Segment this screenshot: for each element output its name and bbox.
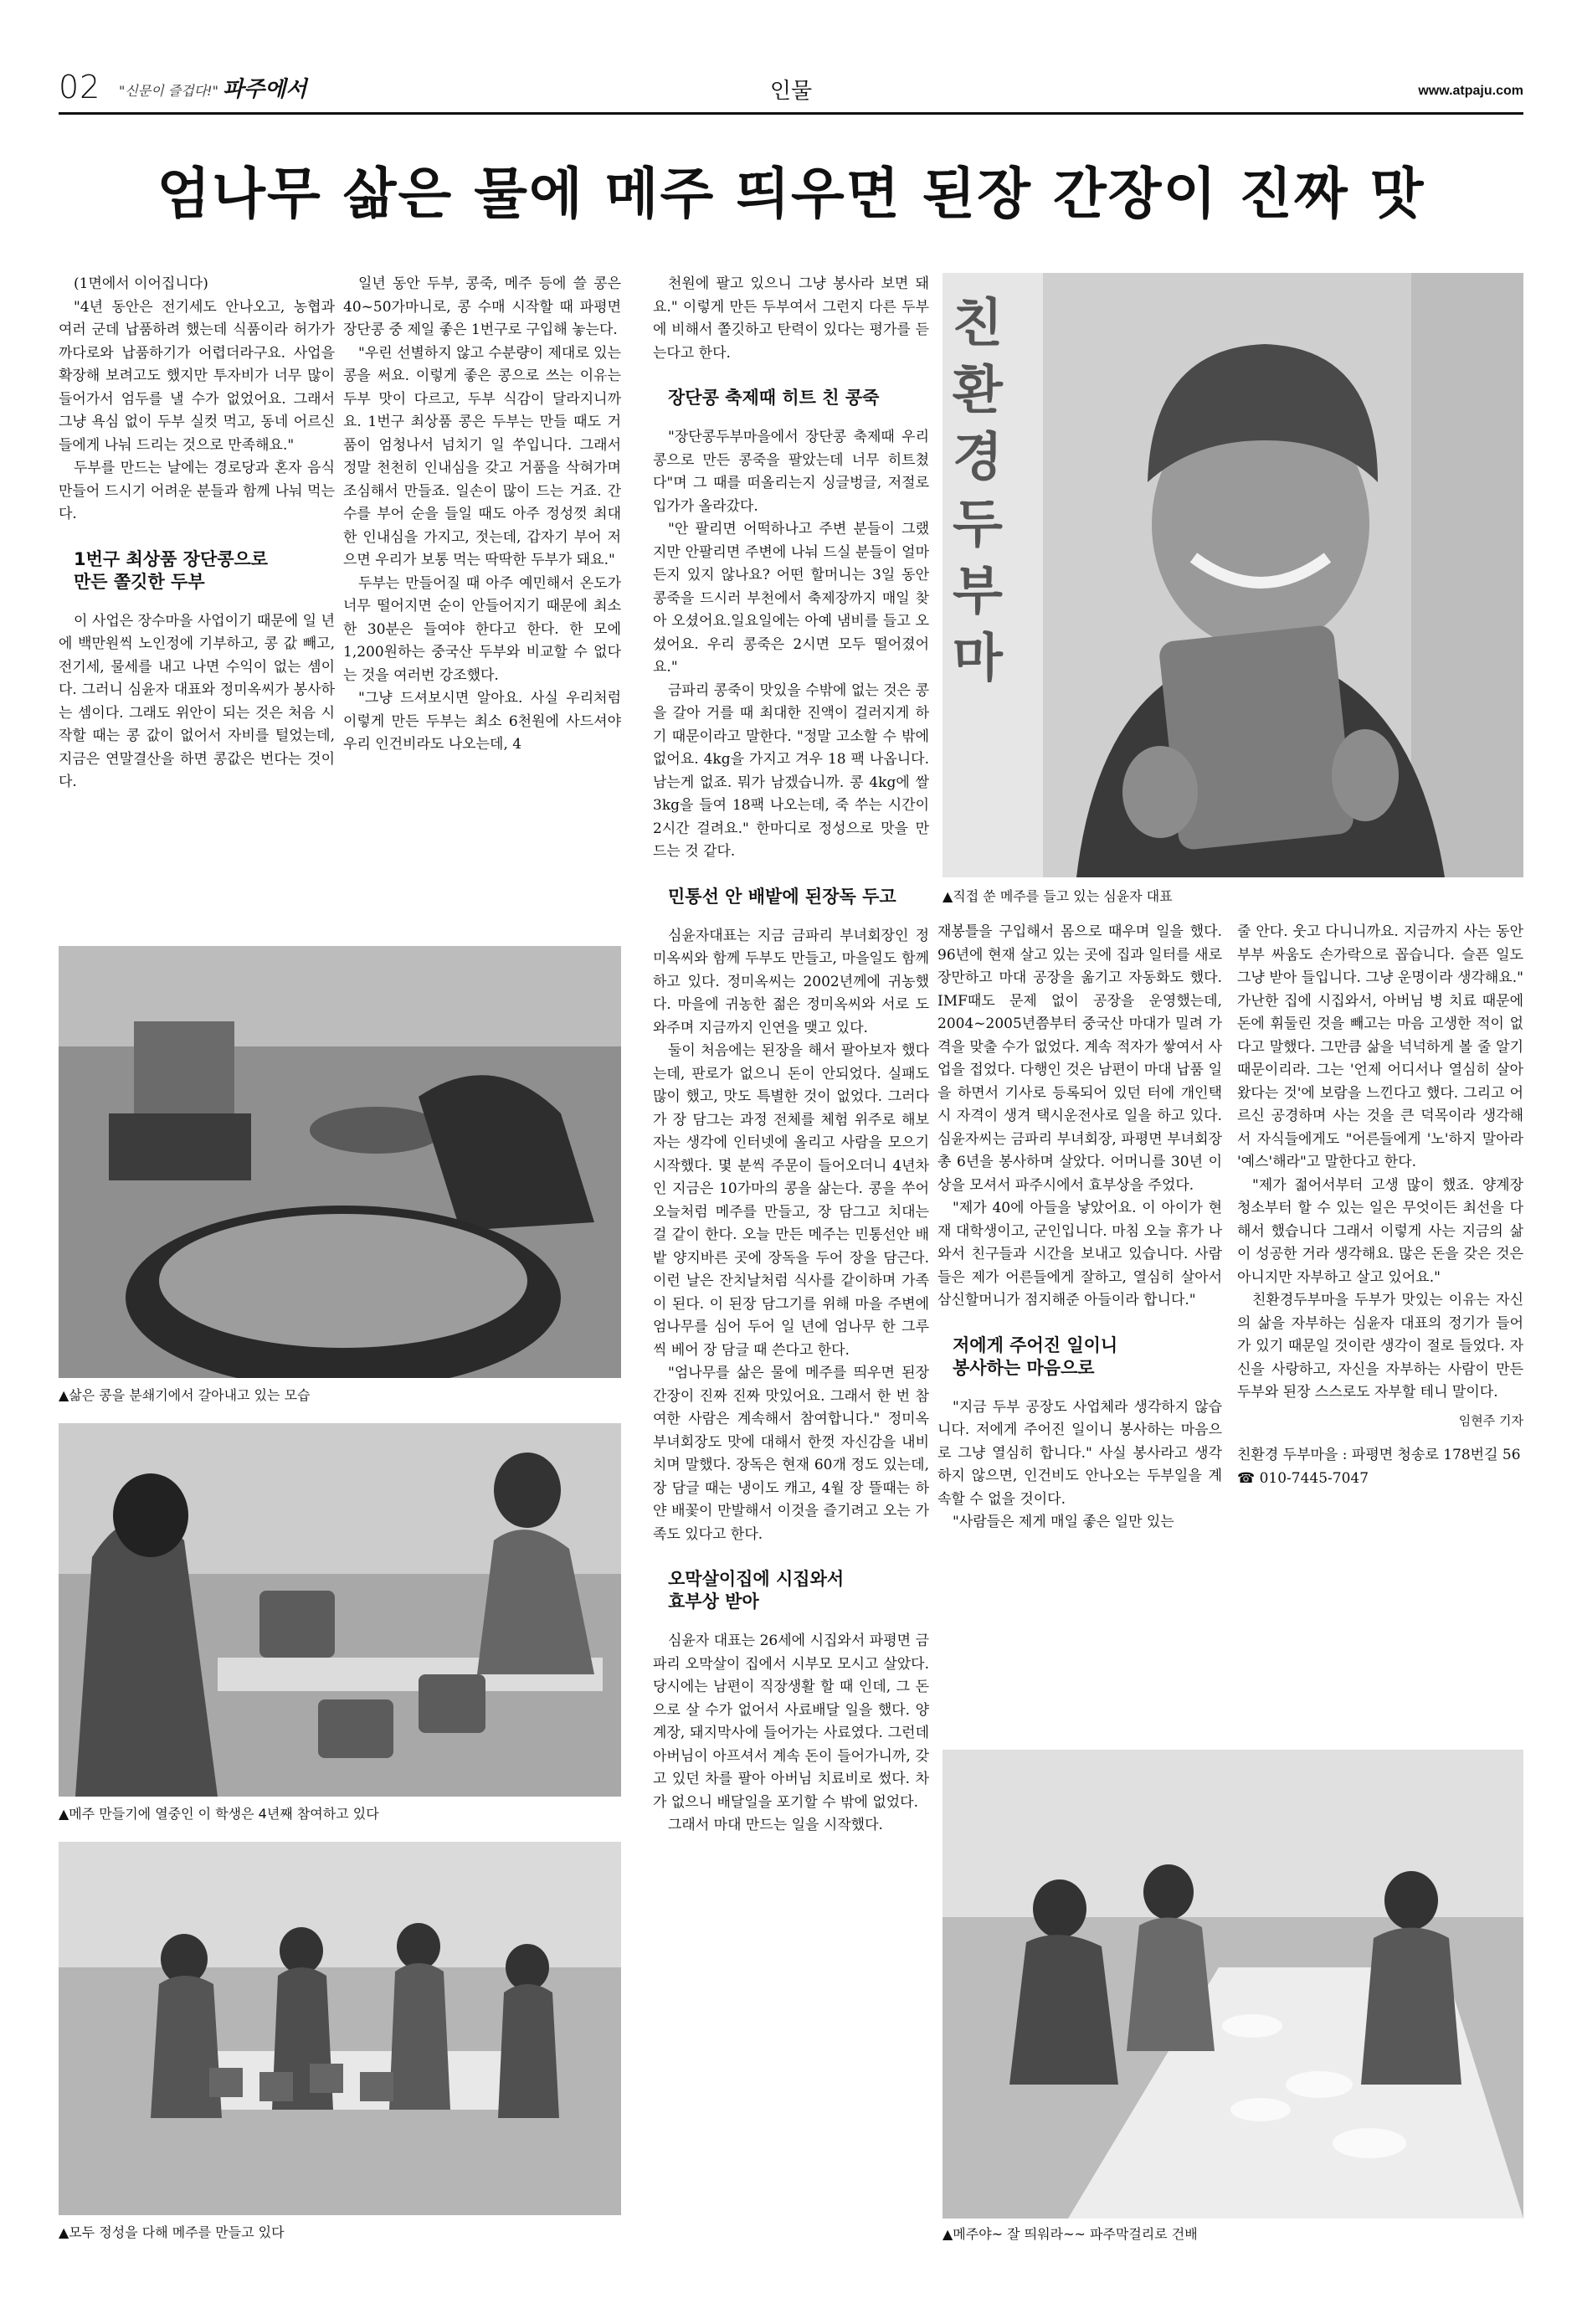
paragraph: "4년 동안은 전기세도 안나오고, 농협과 여러 군데 납품하려 했는데 식품이라 허가가 까다로와 납품하기가 어렵더라구요. 사업을 확장해 보려고도 했지만 투자비가 너무 많이 들어가서 엄두를 낼 수가 없었어요. 그래서 그냥 욕심 없이 두부 실컷 먹고, 동네 어르신들에게 나눠 드리는 것으로 만족해요." <box>59 298 335 454</box>
paragraph: 친환경두부마을 두부가 맛있는 이유는 자신의 삶을 자부하는 심윤자 대표의 정기가 들어가 있기 때문일 것이란 생각이 절로 들었다. 자신을 사랑하고, 자신을 자부하는 사람이 만든 두부와 된장 스스로도 자부할 테니 말이다. <box>1237 1292 1523 1401</box>
meal-caption: ▲메주야~ 잘 띄워라~~ 파주막걸리로 건배 <box>943 2226 1198 2242</box>
section-title: 인물 <box>769 79 813 104</box>
group-image <box>59 1842 621 2215</box>
paragraph: 줄 안다. 웃고 다니니까요. 지금까지 사는 동안 부부 싸움도 손가락으로 꼽습니다. 슬픈 일도 그냥 받아 들입니다. 그냥 운명이라 생각해요." 가난한 집에 시집와서, 아버님 병 치료 때문에 돈에 휘둘린 것을 빼고는 마음 고생한 적이 없다고 말했다. 그만큼 삶을 넉넉하게 볼 줄 알기 때문이리라. 그는 '언제 어디서나 열심히 살아 왔다는 것'에 보람을 느낀다고 했다. 그리고 어르신 공경하며 사는 것을 큰 덕목이라 생각해서 자식들에게도 "어른들에게 '노'하지 말아라 '예스'해라"고 말한다고 한다. <box>1237 923 1523 1170</box>
page-number: 02 <box>59 69 101 105</box>
student-caption: ▲메주 만들기에 열중인 이 학생은 4년째 참여하고 있다 <box>59 1806 379 1822</box>
sign-text: 친환경두부마 <box>953 292 1003 688</box>
subheading: 오막살이집에 시집와서 효부상 받아 <box>668 1569 845 1612</box>
page-header <box>59 65 1523 107</box>
meal-image <box>943 1750 1523 2219</box>
paragraph: 금파리 콩죽이 맛있을 수밖에 없는 것은 콩을 갈아 거를 때 최대한 진액이 걸러지게 하기 때문이라고 말한다. "정말 고소할 수 밖에 없어요. 4kg을 가지고 겨우 18 팩 나옵니다. 남는게 없죠. 뭐가 남겠습니까. 콩 4kg에 쌀 3kg을 들여 18팩 나오는데, 죽 쑤는 시간이 2시간 걸려요." 한마디로 정성으로 맛을 만드는 것 같다. <box>653 681 929 860</box>
paragraph: 두부는 만들어질 때 아주 예민해서 온도가 너무 떨어지면 순이 안들어지기 때문에 최소한 30분은 들여야 한다고 한다. 한 모에 1,200원하는 중국산 두부와 비교할 수 없다는 것을 여러번 강조했다. <box>343 574 621 684</box>
portrait-caption: ▲직접 쑨 메주를 들고 있는 심윤자 대표 <box>943 888 1173 904</box>
subheading: 민통선 안 배밭에 된장독 두고 <box>668 886 896 907</box>
continued-note: (1면에서 이어집니다) <box>74 275 208 292</box>
paragraph: "엄나무를 삶은 물에 메주를 띄우면 된장 간장이 진짜 진짜 맛있어요. 그래서 한 번 참여한 사람은 계속해서 참여합니다." 정미옥 부녀회장도 맛에 대해서 한껏 자신감을 내비치며 말했다. 장독은 현재 60개 정도 있는데, 장 담글 때는 냉이도 캐고, 4월 장 뜰때는 하얀 배꽃이 만발해서 이것을 즐기려고 오는 가족도 있다고 한다. <box>653 1365 929 1543</box>
headline: 엄나무 삶은 물에 메주 띄우면 된장 간장이 진짜 맛 <box>157 161 1425 226</box>
paragraph: "제가 젊어서부터 고생 많이 했죠. 양계장 청소부터 할 수 있는 일은 무엇이든 최선을 다해서 했습니다 그래서 이렇게 사는 지금의 삶이 성공한 거라 생각해요. 많은 돈을 갖은 것은 아니지만 자부하고 살고 있어요." <box>1237 1176 1523 1286</box>
group-caption: ▲모두 정성을 다해 메주를 만들고 있다 <box>59 2224 285 2240</box>
column-4 <box>937 921 1222 1535</box>
subheading: 1번구 최상품 장단콩으로 만든 쫄깃한 두부 <box>74 548 269 592</box>
meal-photo <box>943 1750 1523 2219</box>
address: 친환경 두부마을 : 파평면 청송로 178번길 56 <box>1237 1447 1521 1463</box>
subheading: 저에게 주어진 일이니 봉사하는 마음으로 <box>953 1334 1118 1378</box>
paragraph: "제가 40에 아들을 낳았어요. 이 아이가 현재 대학생이고, 군인입니다. 마침 오늘 휴가 나와서 친구들과 시간을 보내고 있습니다. 사람들은 제가 어른들에게 잘하고, 열심히 살아서 삼신할머니가 점지해준 아들이라 합니다." <box>937 1200 1222 1309</box>
paragraph: "안 팔리면 어떡하나고 주변 분들이 그랬지만 안팔리면 주변에 나눠 드실 분들이 얼마든지 있지 않나요? 어떤 할머니는 3일 동안 콩죽을 드시러 부천에서 축제장까지 매일 찾아 오셨어요.일요일에는 아예 냄비를 들고 오셨어요. 우리 콩죽은 2시면 모두 떨어졌어요." <box>653 521 929 676</box>
paragraph: 심윤자대표는 지금 금파리 부녀회장인 정미옥씨와 함께 두부도 만들고, 마을일도 함께하고 있다. 정미옥씨는 2002년께에 귀농했다. 마을에 귀농한 젊은 정미옥씨와 서로 도와주며 지금까지 인연을 맺고 있다. <box>653 927 929 1036</box>
paragraph: 둘이 처음에는 된장을 해서 팔아보자 했다는데, 판로가 없으니 돈이 안되었다. 실패도 많이 했고, 맛도 특별한 것이 없었다. 그러다가 장 담그는 과정 전체를 체험 위주로 해보자는 생각에 인터넷에 올리고 사람을 모으기 시작했다. 몇 분씩 주문이 들어오더니 4년차인 지금은 10가마의 콩을 삶는다. 콩을 쑤어 오늘처럼 메주를 만들고, 장 담그고 치대는 걸 같이 한다. 오늘 만든 메주는 민통선안 배밭 양지바른 곳에 장독을 두어 장을 담근다. 이런 날은 잔치날처럼 식사를 같이하며 가족이 된다. 이 된장 담그기를 위해 마을 주변에 엄나무를 심어 두어 일 년에 엄나무 한 그루씩 베어 장 담글 때 쓴다고 한다. <box>653 1042 929 1359</box>
column-2 <box>343 273 621 757</box>
subheading: 장단콩 축제때 히트 친 콩죽 <box>668 388 880 408</box>
website-link[interactable]: www.atpaju.com <box>1418 84 1523 98</box>
column-1 <box>59 273 335 794</box>
column-5 <box>1237 921 1523 1490</box>
portrait-image <box>943 273 1523 877</box>
paragraph: "그냥 드셔보시면 알아요. 사실 우리처럼 이렇게 만든 두부는 최소 6천원에 사드셔야 우리 인건비라도 나오는데, 4 <box>343 690 621 753</box>
student-image <box>59 1423 621 1797</box>
column-3 <box>653 273 929 1838</box>
paragraph: "장단콩두부마을에서 장단콩 축제때 우리 콩으로 만든 콩죽을 팔았는데 너무 히트쳤다"며 그 때를 떠올리는지 싱글벙글, 저절로 입가가 올라갔다. <box>653 429 929 515</box>
group-photo <box>59 1842 621 2215</box>
paragraph: 천원에 팔고 있으니 그냥 봉사라 보면 돼요." 이렇게 만든 두부여서 그런지 다른 두부에 비해서 쫄깃하고 탄력이 있다는 평가를 듣는다고 한다. <box>653 275 929 362</box>
slogan: "신문이 즐겁다!" <box>119 83 218 99</box>
paragraph: 두부를 만드는 날에는 경로당과 혼자 음식 만들어 드시기 어려운 분들과 함께 나눠 먹는다. <box>59 460 335 522</box>
grinder-image <box>59 946 621 1378</box>
paragraph: 일년 동안 두부, 콩죽, 메주 등에 쓸 콩은 40~50가마니로, 콩 수매 시작할 때 파평면 장단콩 중 제일 좋은 1번구로 구입해 놓는다. <box>343 275 621 338</box>
phone[interactable]: ☎ 010-7445-7047 <box>1237 1469 1369 1487</box>
paragraph: "지금 두부 공장도 사업체라 생각하지 않습니다. 저에게 주어진 일이니 봉사하는 마음으로 그냥 열심히 합니다." 사실 봉사라고 생각하지 않으면, 인건비도 안나오는 두부일을 계속할 수 없을 것이다. <box>937 1398 1222 1508</box>
student-photo <box>59 1423 621 1797</box>
header-rule <box>59 112 1523 115</box>
brand-logo: 파주에서 <box>223 77 307 102</box>
paragraph: 심윤자 대표는 26세에 시집와서 파평면 금파리 오막살이 집에서 시부모 모시고 살았다. 당시에는 남편이 직장생활 할 때 인데, 그 돈으로 살 수가 없어서 사료배달 일을 했다. 양계장, 돼지막사에 들어가는 사료였다. 그런데 아버님이 아프셔서 계속 돈이 들어가니까, 갖고 있던 차를 팔아 아버님 치료비로 썼다. 차가 없으니 배달일을 포기할 수 밖에 없었다. <box>653 1632 929 1811</box>
paragraph: 그래서 마대 만드는 일을 시작했다. <box>668 1817 883 1833</box>
contact-info <box>1237 1444 1523 1490</box>
grinder-caption: ▲삶은 콩을 분쇄기에서 갈아내고 있는 모습 <box>59 1387 311 1403</box>
paragraph: 재봉틀을 구입해서 몸으로 때우며 일을 했다. 96년에 현재 살고 있는 곳에 집과 일터를 새로 장만하고 마대 공장을 옮기고 자동화도 했다. IMF때도 문제 없이 공장을 운영했는데, 2004~2005년쯤부터 중국산 마대가 밀려 가격을 맞출 수가 없었다. 계속 적자가 쌓여서 사업을 접었다. 다행인 것은 남편이 마대 납품 일을 하면서 기사로 등록되어 있던 터에 개인택시 자격이 생겨 택시운전사로 일을 하고 있다. 심윤자씨는 금파리 부녀회장, 파평면 부녀회장 총 6년을 봉사하며 살았다. 어머니를 30년 이상을 모셔서 파주시에서 효부상을 주었다. <box>937 923 1222 1194</box>
byline: 임현주 기자 <box>1458 1412 1523 1428</box>
portrait-photo <box>943 273 1523 877</box>
grinder-photo <box>59 946 621 1378</box>
paragraph: "우린 선별하지 않고 수분량이 제대로 있는 콩을 써요. 이렇게 좋은 콩으로 쓰는 이유는 두부 맛이 다르고, 두부 식감이 달라지니까요. 1번구 최상품 콩은 두부는 만들 때도 거품이 엄청나서 넘치기 일 쑤입니다. 그래서 정말 천천히 인내심을 갖고 거품을 삭혀가며 조심해서 만들죠. 일손이 많이 드는 거죠. 간수를 부어 순을 들일 때도 아주 정성껏 최대한 인내심을 가지고, 젓는데, 갑자기 부어 저으면 우리가 보통 먹는 딱딱한 두부가 돼요." <box>343 344 622 568</box>
paragraph: "사람들은 제게 매일 좋은 일만 있는 <box>953 1514 1174 1530</box>
paragraph: 이 사업은 장수마을 사업이기 때문에 일 년에 백만원씩 노인정에 기부하고, 콩 값 빼고, 전기세, 물세를 내고 나면 수익이 없는 셈이다. 그러니 심윤자 대표와 정미옥씨가 봉사하는 셈이다. 그래도 위안이 되는 것은 처음 시작할 때는 콩 값이 없어서 자비를 털었는데, 지금은 연말결산을 하면 콩값은 번다는 것이다. <box>59 612 335 790</box>
